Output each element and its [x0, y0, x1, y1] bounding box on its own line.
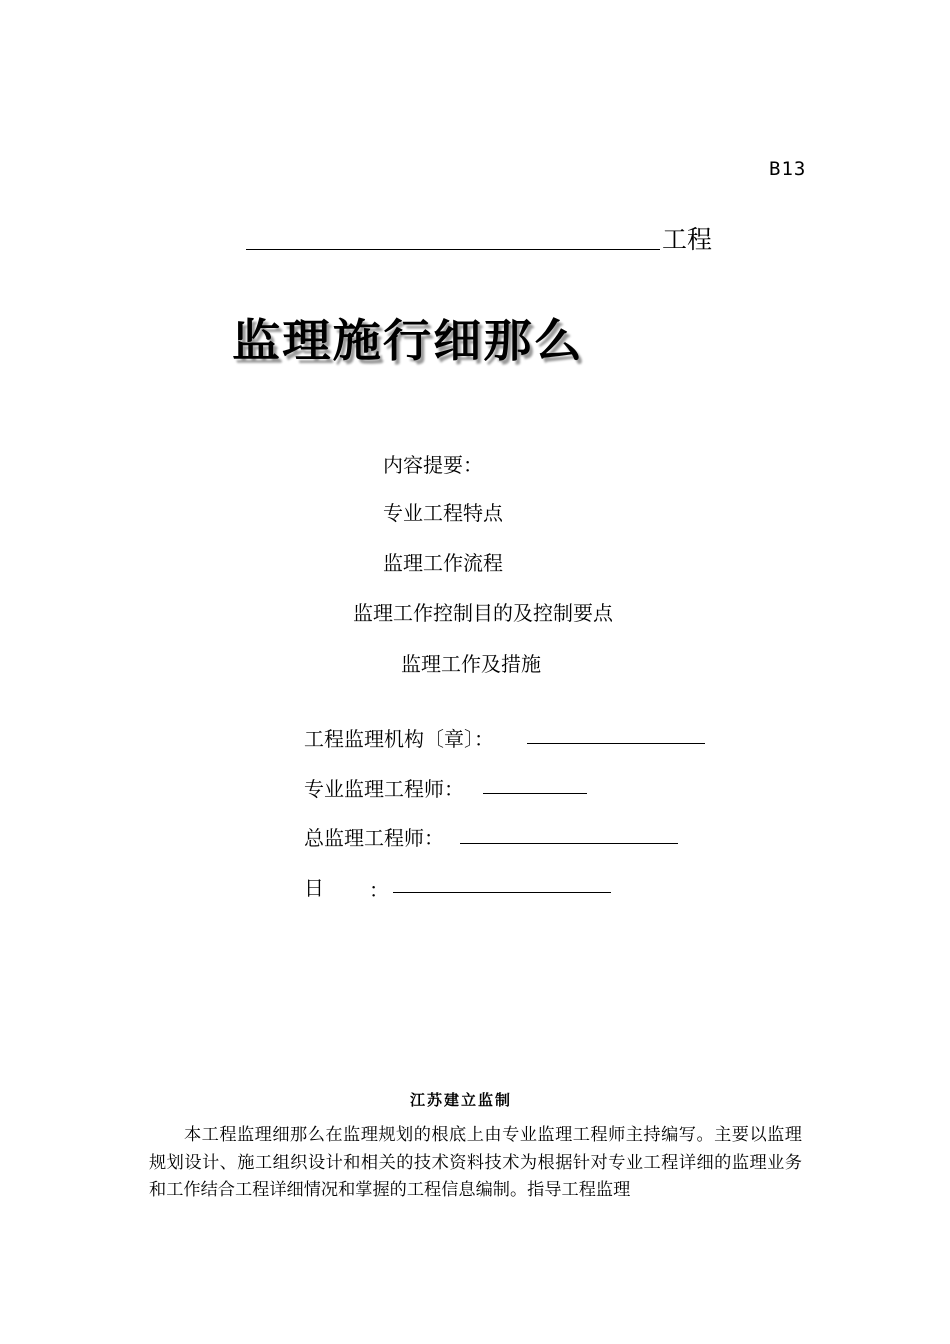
date-blank-line	[393, 892, 611, 893]
project-suffix: 工程	[662, 225, 713, 254]
org-seal-label: 工程监理机构〔章〕：	[304, 727, 494, 751]
toc-item-control-objectives: 监理工作控制目的及控制要点	[353, 601, 613, 625]
toc-item-workflow: 监理工作流程	[383, 551, 503, 575]
form-code: B13	[769, 158, 807, 180]
date-colon: ：	[369, 878, 389, 902]
chief-engineer-label: 总监理工程师：	[304, 826, 444, 850]
specialist-engineer-blank-line	[483, 793, 587, 794]
issuer-title: 江苏建立监制	[410, 1091, 513, 1109]
date-label: 日	[304, 876, 324, 900]
project-name-blank-line	[246, 249, 660, 250]
chief-engineer-blank-line	[460, 843, 678, 844]
org-seal-blank-line	[527, 743, 705, 744]
document-title: 监理施行细那么	[232, 314, 585, 367]
intro-paragraph: 本工程监理细那么在监理规划的根底上由专业监理工程师主持编写。主要以监理规划设计、施工组织设计和相关的技术资料技术为根据针对专业工程详细的监理业务和工作结合工程详细情况和掌握的工程信息编制。指导工程监理	[149, 1125, 802, 1200]
toc-heading: 内容提要：	[383, 453, 483, 477]
specialist-engineer-label: 专业监理工程师：	[304, 777, 464, 801]
toc-item-project-features: 专业工程特点	[383, 501, 503, 525]
toc-item-measures: 监理工作及措施	[401, 652, 541, 676]
